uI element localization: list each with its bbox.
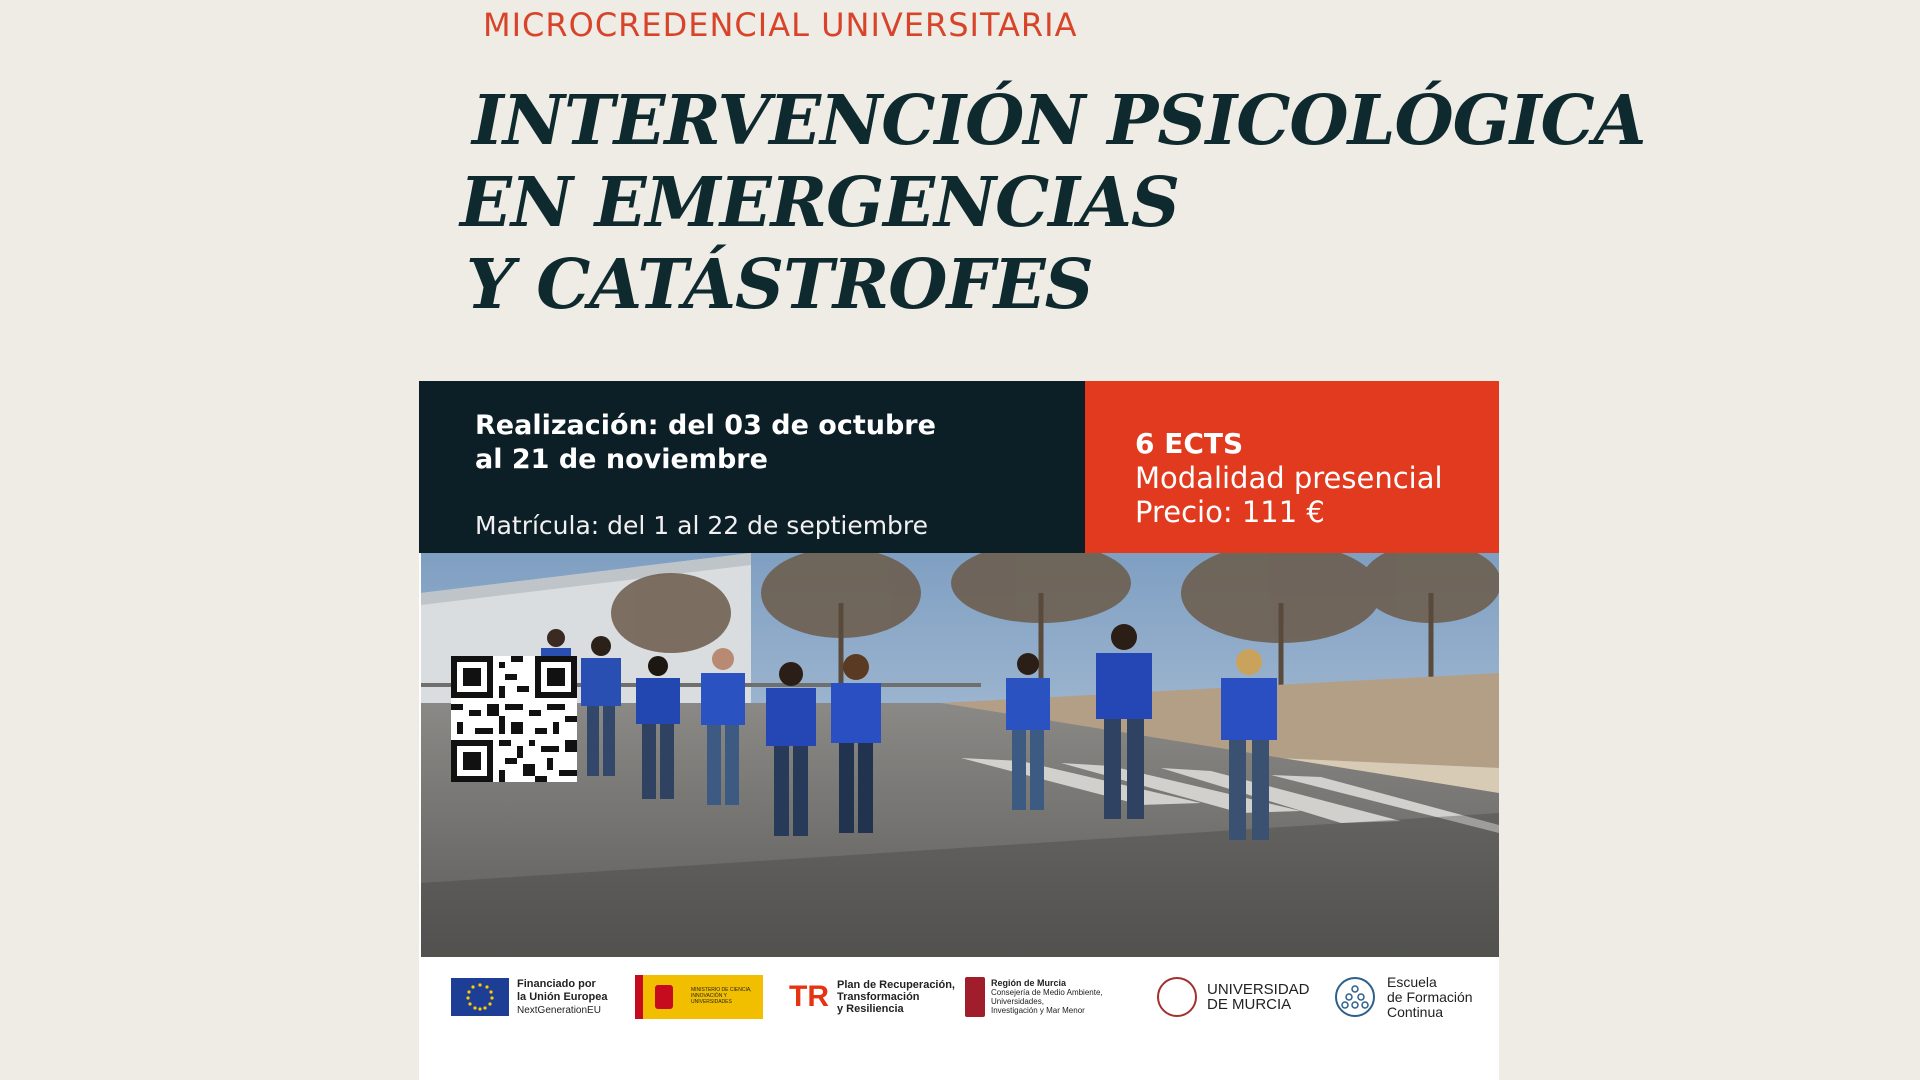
group-walking-photo [421,553,1499,957]
efc-line-1: Escuela [1387,973,1437,990]
dates-line-2: al 21 de noviembre [475,444,768,475]
course-dates [475,409,1035,477]
qr-code-icon[interactable] [451,656,577,782]
title-line-2: EN EMERGENCIAS [460,163,1179,243]
universidad-murcia-logo [1157,967,1310,1027]
ministry-text: MINISTERIO DE CIENCIA, INNOVACIÓN Y UNIVERSIDADES [691,987,752,1005]
efc-seal-icon [1335,977,1375,1017]
sponsor-logos-bar [419,957,1499,1080]
title-line-3: Y CATÁSTROFES [466,245,1093,325]
efc-line-3: Continua [1387,1003,1444,1020]
murcia-line-2: Consejería de Medio Ambiente, Universidades, [991,988,1103,1006]
credits-label: 6 ECTS [1135,427,1244,460]
recovery-line-3: y Resiliencia [837,1003,904,1015]
recovery-line-1: Plan de Recuperación, [837,979,955,991]
eu-logo [451,967,607,1027]
efc-line-2: de Formación [1387,988,1473,1005]
tr-mark-icon: TR [789,980,829,1013]
university-seal-icon [1157,977,1197,1017]
price-label: Precio: 111 € [1135,495,1325,529]
efc-text [1387,975,1473,1020]
modality-label: Modalidad presencial [1135,461,1443,495]
photo-illustration [421,553,1499,957]
spain-emblem-icon [643,975,763,1019]
recovery-plan-text [837,979,955,1015]
murcia-line-3: Investigación y Mar Menor [991,1006,1085,1015]
escuela-formacion-continua-logo [1335,967,1473,1027]
details-panel [1085,381,1499,553]
um-text [1207,982,1310,1012]
kicker-label: MICROCREDENCIAL UNIVERSITARIA [483,6,1078,44]
eu-line-1: Financiado por [517,977,596,990]
course-title [460,80,1645,326]
course-card [419,381,1499,1080]
ministry-logo [635,967,763,1027]
murcia-shield-icon [965,977,985,1017]
region-murcia-logo [965,967,1141,1027]
recovery-plan-logo [789,967,955,1027]
murcia-text [991,979,1141,1015]
qr-code-graphic [451,656,577,782]
enrollment-period: Matrícula: del 1 al 22 de septiembre [475,511,929,540]
um-line-2: DE MURCIA [1207,996,1292,1013]
murcia-line-1: Región de Murcia [991,978,1067,988]
title-line-1: INTERVENCIÓN PSICOLÓGICA [472,81,1646,161]
dates-panel [419,381,1085,553]
eu-line-2: la Unión Europea [517,990,608,1003]
recovery-line-2: Transformación [837,991,920,1003]
eu-line-3: NextGenerationEU [517,1004,601,1016]
dates-line-1: Realización: del 03 de octubre [475,410,936,441]
spain-flag-stripe [635,975,643,1019]
eu-flag-icon [451,978,509,1016]
um-line-1: UNIVERSIDAD [1207,981,1310,998]
eu-funding-text [517,978,607,1017]
